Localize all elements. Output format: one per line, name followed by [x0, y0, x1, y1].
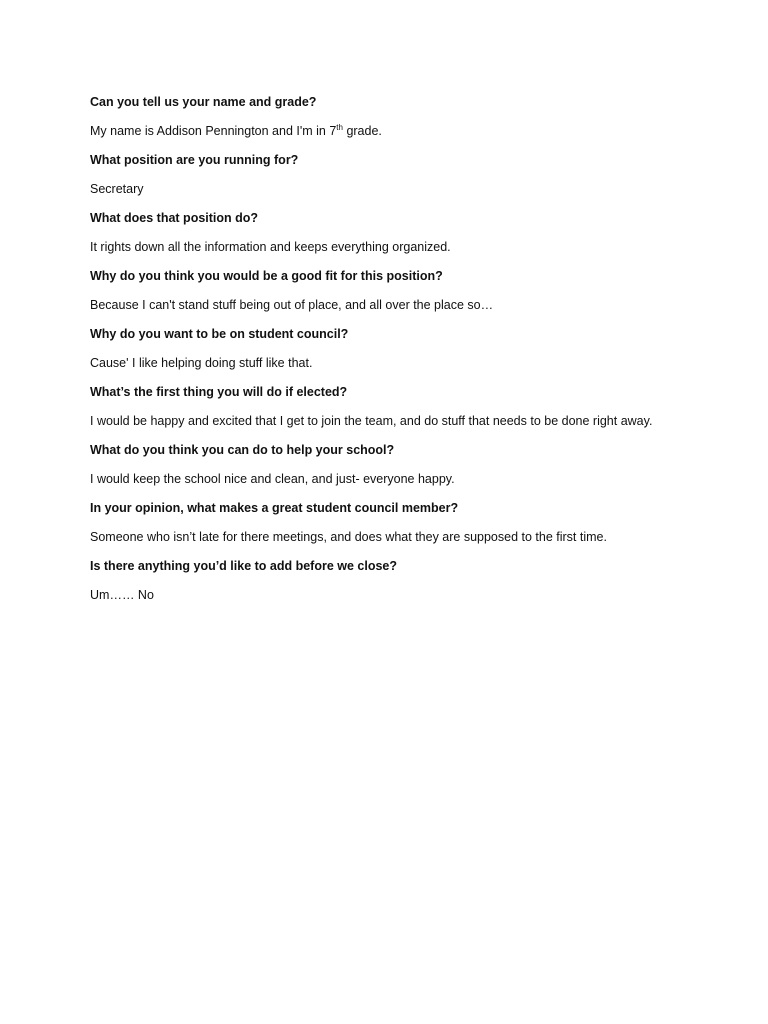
answer-text: I would keep the school nice and clean, and just- everyone happy. [90, 472, 455, 486]
qa-item [90, 325, 730, 372]
interview-transcript [90, 93, 730, 615]
qa-item [90, 93, 730, 140]
answer-text-part: grade. [342, 124, 382, 138]
question-text: In your opinion, what makes a great student council member? [90, 501, 459, 515]
answer-text: Someone who isn’t late for there meetings, and does what they are supposed to the first time. [90, 530, 607, 544]
answer-text: Cause' I like helping doing stuff like that. [90, 356, 313, 370]
answer-text: Because I can't stand stuff being out of place, and all over the place so… [90, 298, 494, 312]
answer-text: Um…… No [90, 588, 154, 602]
question-text: What position are you running for? [90, 153, 299, 167]
question-text: What do you think you can do to help your school? [90, 443, 395, 457]
qa-item [90, 441, 730, 488]
question-text: Is there anything you’d like to add before we close? [90, 559, 398, 573]
answer-text: Secretary [90, 182, 144, 196]
qa-item [90, 267, 730, 314]
question-text: What’s the first thing you will do if elected? [90, 385, 348, 399]
qa-item [90, 209, 730, 256]
qa-item [90, 151, 730, 198]
answer-text: It rights down all the information and keeps everything organized. [90, 240, 451, 254]
answer-text [90, 122, 730, 140]
answer-text: I would be happy and excited that I get to join the team, and do stuff that needs to be done right away. [90, 414, 653, 428]
qa-item [90, 557, 730, 604]
question-text: Why do you think you would be a good fit for this position? [90, 269, 443, 283]
answer-text-part: My name is Addison Pennington and I'm in 7 [90, 124, 337, 138]
question-text: Why do you want to be on student council? [90, 327, 349, 341]
qa-item [90, 499, 730, 546]
superscript-ordinal: th [336, 122, 343, 132]
question-text: What does that position do? [90, 211, 259, 225]
qa-item [90, 383, 730, 430]
question-text: Can you tell us your name and grade? [90, 95, 317, 109]
